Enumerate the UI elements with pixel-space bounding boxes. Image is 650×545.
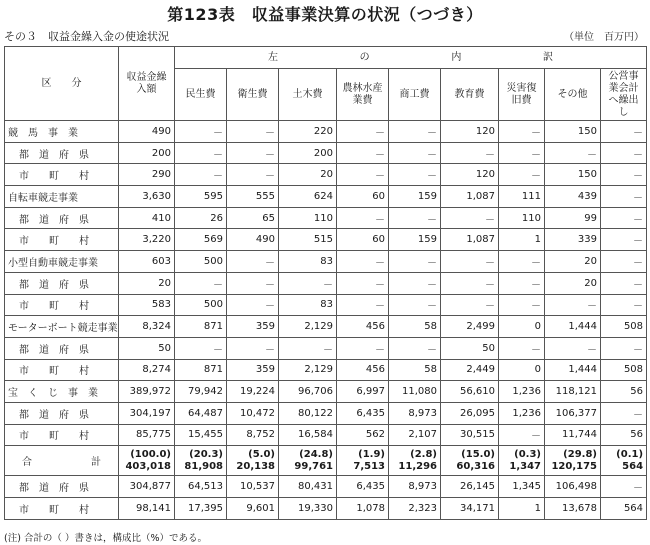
cell-value: － bbox=[337, 121, 389, 143]
row-label: モーターボート競走事業 bbox=[5, 316, 119, 338]
header-breakdown bbox=[175, 47, 647, 69]
header-column: 商工費 bbox=[389, 69, 441, 121]
total-value: 120,175 bbox=[551, 460, 597, 472]
total-cell bbox=[337, 446, 389, 476]
table-row bbox=[5, 359, 647, 381]
total-value: 60,316 bbox=[456, 460, 495, 472]
cell-value: － bbox=[499, 164, 545, 186]
table-row bbox=[5, 164, 647, 186]
row-label: 都 道 府 県 bbox=[5, 337, 119, 359]
usage-table bbox=[4, 46, 647, 520]
table-subtitle: その３ 収益金繰入金の使途状況 bbox=[4, 30, 169, 43]
cell-value: 1,078 bbox=[337, 498, 389, 520]
total-pct: (1.9) bbox=[358, 448, 385, 460]
table-row bbox=[5, 498, 647, 520]
header-breakdown-no: の bbox=[359, 51, 370, 63]
header-breakdown-left: 左 bbox=[268, 51, 278, 63]
row-label: 市 町 村 bbox=[5, 294, 119, 316]
cell-value: － bbox=[337, 142, 389, 164]
cell-value: － bbox=[175, 164, 227, 186]
row-label: 競 馬 事 業 bbox=[5, 121, 119, 143]
cell-value: － bbox=[601, 142, 647, 164]
cell-value: 150 bbox=[545, 121, 601, 143]
table-row bbox=[5, 294, 647, 316]
cell-value: － bbox=[601, 229, 647, 251]
cell-value: － bbox=[175, 272, 227, 294]
cell-value: 64,487 bbox=[175, 402, 227, 424]
cell-value: 11,744 bbox=[545, 424, 601, 446]
unit-label: （単位 百万円） bbox=[564, 32, 644, 43]
cell-value: － bbox=[175, 142, 227, 164]
cell-value: 3,220 bbox=[119, 229, 175, 251]
cell-value: 1,444 bbox=[545, 359, 601, 381]
footnote: (注) 合計の（ ）書きは，構成比（%）である。 bbox=[4, 533, 207, 544]
cell-value: 2,129 bbox=[279, 316, 337, 338]
total-value: 564 bbox=[622, 460, 644, 472]
cell-value: － bbox=[227, 142, 279, 164]
table-row bbox=[5, 337, 647, 359]
header-column: 教育費 bbox=[441, 69, 499, 121]
cell-value: 8,324 bbox=[119, 316, 175, 338]
total-value: 81,908 bbox=[184, 460, 223, 472]
total-label-right: 計 bbox=[91, 457, 101, 469]
cell-value: 11,080 bbox=[389, 381, 441, 403]
cell-value: 98,141 bbox=[119, 498, 175, 520]
cell-value: － bbox=[337, 251, 389, 273]
cell-value: 50 bbox=[119, 337, 175, 359]
cell-value: 500 bbox=[175, 294, 227, 316]
row-label: 市 町 村 bbox=[5, 229, 119, 251]
total-pct: (20.3) bbox=[189, 448, 223, 460]
header-column: 農林水産業費 bbox=[337, 69, 389, 121]
cell-value: － bbox=[227, 294, 279, 316]
table-row bbox=[5, 121, 647, 143]
cell-value: 110 bbox=[499, 207, 545, 229]
cell-value: － bbox=[601, 164, 647, 186]
cell-value: 159 bbox=[389, 229, 441, 251]
cell-value: 508 bbox=[601, 359, 647, 381]
cell-value: － bbox=[337, 207, 389, 229]
total-pct: (5.0) bbox=[248, 448, 275, 460]
cell-value: 120 bbox=[441, 121, 499, 143]
cell-value: － bbox=[545, 294, 601, 316]
total-cell bbox=[279, 446, 337, 476]
total-cell bbox=[227, 446, 279, 476]
cell-value: 13,678 bbox=[545, 498, 601, 520]
table-row bbox=[5, 402, 647, 424]
cell-value: 106,498 bbox=[545, 476, 601, 498]
cell-value: － bbox=[601, 337, 647, 359]
cell-value: 9,601 bbox=[227, 498, 279, 520]
cell-value: － bbox=[389, 142, 441, 164]
cell-value: 20 bbox=[119, 272, 175, 294]
cell-value: 439 bbox=[545, 186, 601, 208]
header-transfer-amount: 収益金繰入額 bbox=[119, 47, 175, 121]
row-label: 小型自動車競走事業 bbox=[5, 251, 119, 273]
total-label-left: 合 bbox=[22, 457, 32, 469]
cell-value: 200 bbox=[119, 142, 175, 164]
cell-value: 60 bbox=[337, 186, 389, 208]
cell-value: － bbox=[389, 337, 441, 359]
cell-value: 83 bbox=[279, 251, 337, 273]
total-value: 99,761 bbox=[294, 460, 333, 472]
cell-value: 56,610 bbox=[441, 381, 499, 403]
header-column: 土木費 bbox=[279, 69, 337, 121]
row-label: 都 道 府 県 bbox=[5, 402, 119, 424]
total-value: 7,513 bbox=[353, 460, 385, 472]
header-column: 公営事業会計へ繰出し bbox=[601, 69, 647, 121]
cell-value: － bbox=[601, 272, 647, 294]
table-row bbox=[5, 476, 647, 498]
cell-value: 304,877 bbox=[119, 476, 175, 498]
row-label: 自転車競走事業 bbox=[5, 186, 119, 208]
cell-value: 0 bbox=[499, 359, 545, 381]
cell-value: 8,752 bbox=[227, 424, 279, 446]
cell-value: － bbox=[601, 476, 647, 498]
cell-value: 603 bbox=[119, 251, 175, 273]
cell-value: 26,095 bbox=[441, 402, 499, 424]
cell-value: 290 bbox=[119, 164, 175, 186]
cell-value: － bbox=[499, 121, 545, 143]
cell-value: 1,087 bbox=[441, 186, 499, 208]
total-pct: (100.0) bbox=[130, 448, 171, 460]
cell-value: － bbox=[389, 207, 441, 229]
cell-value: － bbox=[441, 251, 499, 273]
cell-value: 96,706 bbox=[279, 381, 337, 403]
table-row bbox=[5, 316, 647, 338]
header-column: 民生費 bbox=[175, 69, 227, 121]
cell-value: 8,973 bbox=[389, 476, 441, 498]
cell-value: － bbox=[441, 272, 499, 294]
header-category: 区 分 bbox=[5, 47, 119, 121]
cell-value: 1,236 bbox=[499, 402, 545, 424]
table-row bbox=[5, 207, 647, 229]
cell-value: － bbox=[601, 251, 647, 273]
cell-value: － bbox=[227, 164, 279, 186]
cell-value: － bbox=[545, 337, 601, 359]
cell-value: － bbox=[389, 251, 441, 273]
total-cell bbox=[499, 446, 545, 476]
cell-value: 490 bbox=[119, 121, 175, 143]
cell-value: 30,515 bbox=[441, 424, 499, 446]
cell-value: 80,431 bbox=[279, 476, 337, 498]
total-pct: (15.0) bbox=[461, 448, 495, 460]
total-label bbox=[5, 446, 119, 476]
cell-value: 508 bbox=[601, 316, 647, 338]
cell-value: － bbox=[499, 251, 545, 273]
row-label: 市 町 村 bbox=[5, 424, 119, 446]
total-pct: (24.8) bbox=[299, 448, 333, 460]
cell-value: 60 bbox=[337, 229, 389, 251]
cell-value: 58 bbox=[389, 359, 441, 381]
cell-value: 85,775 bbox=[119, 424, 175, 446]
cell-value: 389,972 bbox=[119, 381, 175, 403]
cell-value: 624 bbox=[279, 186, 337, 208]
cell-value: 79,942 bbox=[175, 381, 227, 403]
table-row bbox=[5, 424, 647, 446]
cell-value: － bbox=[175, 121, 227, 143]
cell-value: 304,197 bbox=[119, 402, 175, 424]
cell-value: 6,435 bbox=[337, 402, 389, 424]
cell-value: 50 bbox=[441, 337, 499, 359]
header-breakdown-wake: 訳 bbox=[543, 51, 554, 63]
cell-value: － bbox=[337, 272, 389, 294]
cell-value: 19,224 bbox=[227, 381, 279, 403]
cell-value: 10,472 bbox=[227, 402, 279, 424]
cell-value: － bbox=[227, 272, 279, 294]
cell-value: 8,274 bbox=[119, 359, 175, 381]
total-value: 20,138 bbox=[236, 460, 275, 472]
table-row bbox=[5, 272, 647, 294]
cell-value: 2,107 bbox=[389, 424, 441, 446]
total-value: 11,296 bbox=[398, 460, 437, 472]
table-row bbox=[5, 381, 647, 403]
cell-value: － bbox=[601, 294, 647, 316]
row-label: 市 町 村 bbox=[5, 164, 119, 186]
cell-value: － bbox=[337, 337, 389, 359]
row-label: 都 道 府 県 bbox=[5, 476, 119, 498]
cell-value: 20 bbox=[279, 164, 337, 186]
row-label: 都 道 府 県 bbox=[5, 272, 119, 294]
cell-value: － bbox=[441, 207, 499, 229]
cell-value: － bbox=[601, 402, 647, 424]
cell-value: 56 bbox=[601, 381, 647, 403]
cell-value: 20 bbox=[545, 272, 601, 294]
cell-value: － bbox=[227, 251, 279, 273]
cell-value: － bbox=[389, 272, 441, 294]
cell-value: 1 bbox=[499, 229, 545, 251]
cell-value: － bbox=[279, 337, 337, 359]
cell-value: － bbox=[499, 424, 545, 446]
total-cell bbox=[441, 446, 499, 476]
header-column: 衛生費 bbox=[227, 69, 279, 121]
cell-value: 10,537 bbox=[227, 476, 279, 498]
cell-value: 1,345 bbox=[499, 476, 545, 498]
cell-value: 1,087 bbox=[441, 229, 499, 251]
cell-value: 564 bbox=[601, 498, 647, 520]
total-cell bbox=[175, 446, 227, 476]
cell-value: 871 bbox=[175, 316, 227, 338]
cell-value: － bbox=[227, 121, 279, 143]
header-column: その他 bbox=[545, 69, 601, 121]
cell-value: 17,395 bbox=[175, 498, 227, 520]
cell-value: － bbox=[441, 142, 499, 164]
cell-value: 83 bbox=[279, 294, 337, 316]
cell-value: 99 bbox=[545, 207, 601, 229]
cell-value: 8,973 bbox=[389, 402, 441, 424]
table-row bbox=[5, 142, 647, 164]
cell-value: 3,630 bbox=[119, 186, 175, 208]
row-label: 市 町 村 bbox=[5, 498, 119, 520]
cell-value: 515 bbox=[279, 229, 337, 251]
row-label: 都 道 府 県 bbox=[5, 142, 119, 164]
cell-value: 150 bbox=[545, 164, 601, 186]
total-row bbox=[5, 446, 647, 476]
row-label: 市 町 村 bbox=[5, 359, 119, 381]
table-row bbox=[5, 186, 647, 208]
cell-value: 118,121 bbox=[545, 381, 601, 403]
cell-value: 64,513 bbox=[175, 476, 227, 498]
total-pct: (2.8) bbox=[410, 448, 437, 460]
cell-value: － bbox=[279, 272, 337, 294]
cell-value: － bbox=[601, 207, 647, 229]
cell-value: 220 bbox=[279, 121, 337, 143]
cell-value: 106,377 bbox=[545, 402, 601, 424]
cell-value: 19,330 bbox=[279, 498, 337, 520]
cell-value: 6,997 bbox=[337, 381, 389, 403]
cell-value: － bbox=[499, 272, 545, 294]
cell-value: － bbox=[441, 294, 499, 316]
cell-value: － bbox=[175, 337, 227, 359]
cell-value: － bbox=[227, 337, 279, 359]
cell-value: 26,145 bbox=[441, 476, 499, 498]
cell-value: 410 bbox=[119, 207, 175, 229]
cell-value: 456 bbox=[337, 359, 389, 381]
total-cell bbox=[119, 446, 175, 476]
cell-value: － bbox=[499, 142, 545, 164]
cell-value: 500 bbox=[175, 251, 227, 273]
cell-value: － bbox=[389, 294, 441, 316]
cell-value: 1,444 bbox=[545, 316, 601, 338]
page-title: 第123表 収益事業決算の状況（つづき） bbox=[167, 5, 483, 24]
header-column: 災害復旧費 bbox=[499, 69, 545, 121]
cell-value: 0 bbox=[499, 316, 545, 338]
cell-value: 359 bbox=[227, 359, 279, 381]
cell-value: 490 bbox=[227, 229, 279, 251]
cell-value: 1 bbox=[499, 498, 545, 520]
total-pct: (0.3) bbox=[514, 448, 541, 460]
total-value: 403,018 bbox=[125, 460, 171, 472]
cell-value: 120 bbox=[441, 164, 499, 186]
table-row bbox=[5, 229, 647, 251]
cell-value: 871 bbox=[175, 359, 227, 381]
cell-value: 456 bbox=[337, 316, 389, 338]
total-pct: (29.8) bbox=[563, 448, 597, 460]
cell-value: 569 bbox=[175, 229, 227, 251]
cell-value: 2,449 bbox=[441, 359, 499, 381]
cell-value: 111 bbox=[499, 186, 545, 208]
cell-value: － bbox=[545, 142, 601, 164]
total-cell bbox=[389, 446, 441, 476]
cell-value: 15,455 bbox=[175, 424, 227, 446]
cell-value: 80,122 bbox=[279, 402, 337, 424]
table-row bbox=[5, 251, 647, 273]
total-value: 1,347 bbox=[509, 460, 541, 472]
cell-value: － bbox=[601, 186, 647, 208]
cell-value: － bbox=[499, 337, 545, 359]
cell-value: － bbox=[389, 121, 441, 143]
cell-value: 65 bbox=[227, 207, 279, 229]
cell-value: 56 bbox=[601, 424, 647, 446]
cell-value: 159 bbox=[389, 186, 441, 208]
row-label: 宝 く じ 事 業 bbox=[5, 381, 119, 403]
cell-value: 595 bbox=[175, 186, 227, 208]
cell-value: 562 bbox=[337, 424, 389, 446]
cell-value: 34,171 bbox=[441, 498, 499, 520]
cell-value: 359 bbox=[227, 316, 279, 338]
cell-value: － bbox=[601, 121, 647, 143]
cell-value: 1,236 bbox=[499, 381, 545, 403]
total-cell bbox=[545, 446, 601, 476]
cell-value: － bbox=[499, 294, 545, 316]
cell-value: 26 bbox=[175, 207, 227, 229]
row-label: 都 道 府 県 bbox=[5, 207, 119, 229]
cell-value: 2,499 bbox=[441, 316, 499, 338]
cell-value: － bbox=[337, 164, 389, 186]
cell-value: 583 bbox=[119, 294, 175, 316]
total-pct: (0.1) bbox=[616, 448, 644, 460]
cell-value: 20 bbox=[545, 251, 601, 273]
cell-value: 16,584 bbox=[279, 424, 337, 446]
cell-value: 2,129 bbox=[279, 359, 337, 381]
cell-value: － bbox=[389, 164, 441, 186]
cell-value: 555 bbox=[227, 186, 279, 208]
cell-value: 110 bbox=[279, 207, 337, 229]
cell-value: 58 bbox=[389, 316, 441, 338]
cell-value: 339 bbox=[545, 229, 601, 251]
cell-value: 2,323 bbox=[389, 498, 441, 520]
total-cell bbox=[601, 446, 647, 476]
cell-value: 6,435 bbox=[337, 476, 389, 498]
cell-value: 200 bbox=[279, 142, 337, 164]
cell-value: － bbox=[337, 294, 389, 316]
header-breakdown-uchi: 内 bbox=[451, 51, 462, 63]
